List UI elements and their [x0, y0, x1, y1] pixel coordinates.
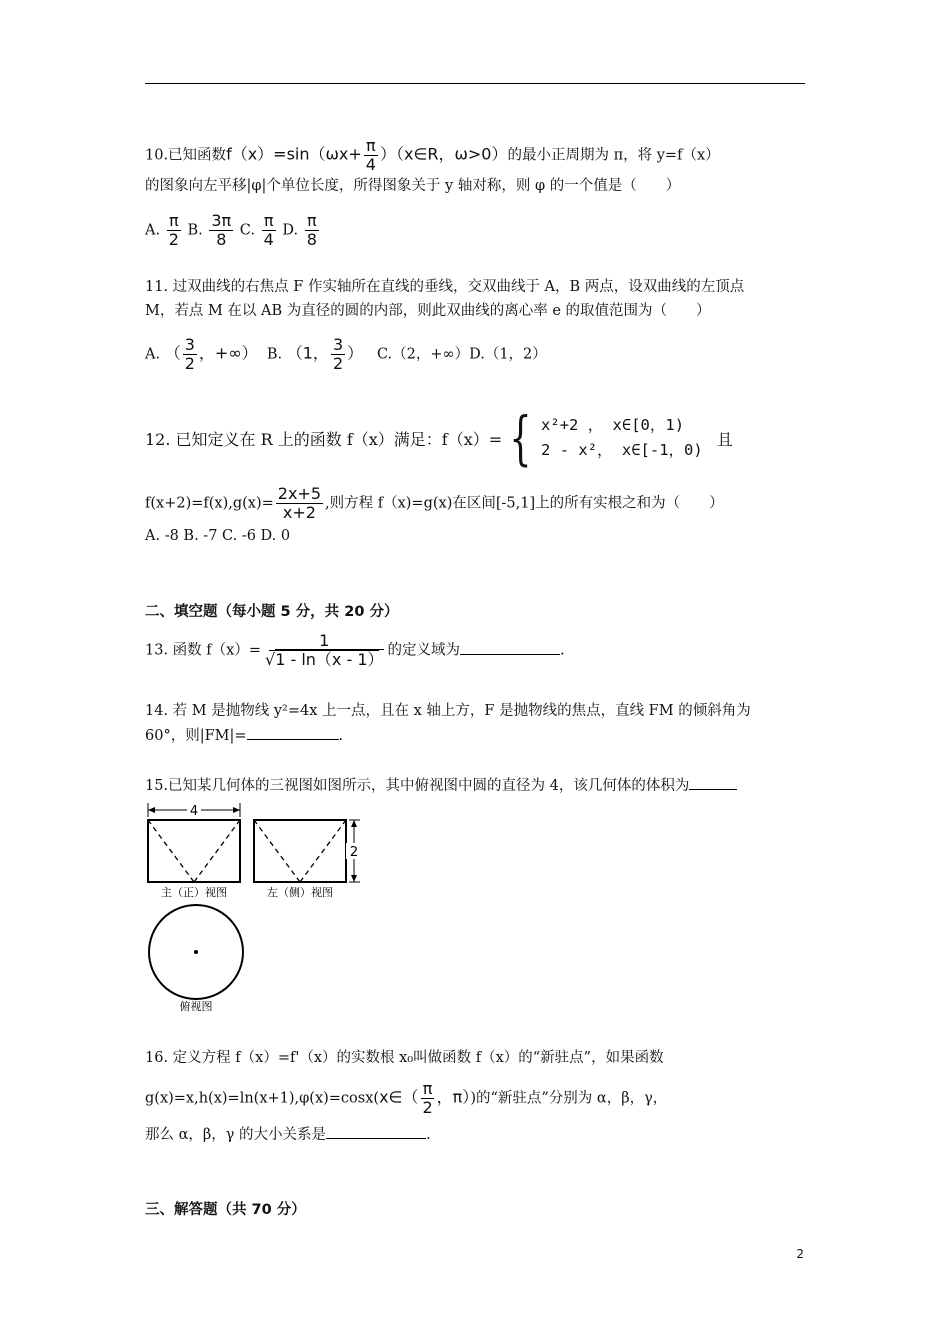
q11-option-c: C.（2，+∞）	[376, 346, 470, 363]
q11-line2: M，若点 M 在以 AB 为直径的圆的内部，则此双曲线的离心率 e 的取值范围为（ ）	[145, 303, 711, 319]
width-dimension	[148, 802, 240, 819]
q11-line1: 11. 过双曲线的右焦点 F 作实轴所在直线的垂线，交双曲线于 A，B 两点，设双曲线的左顶点	[145, 279, 745, 295]
q11-option-d: D.（1，2）	[469, 346, 547, 363]
q16-answer-blank[interactable]	[326, 1124, 426, 1139]
q12-options: A. -8 B. -7 C. -6 D. 0	[145, 528, 291, 544]
q11-options: A. （ $\frac{3}{2}$ ，+∞） B. （1， $\frac{3}{2}$ ） C.（2，+∞）D.（1，2）	[145, 335, 547, 373]
q16-fraction: $\frac{\pi}{2}$	[422, 1079, 433, 1117]
side-view-label: 左（侧）视图	[267, 886, 333, 899]
q15-answer-blank[interactable]	[689, 775, 737, 790]
q10-option-c: $\frac{\pi}{4}$	[263, 211, 274, 249]
side-view	[254, 820, 346, 899]
q11-option-a-label: A.	[145, 346, 161, 363]
q14-answer-blank[interactable]	[247, 725, 339, 740]
q10-number: 10.已知函数	[145, 147, 227, 164]
q10-condition: ）（x∈R，ω>0）	[379, 144, 508, 164]
q12-line2: f(x+2)=f(x),g(x)= $\frac{2x+5}{x+2}$ ,则方程 f（x)=g(x)在区间[-5,1]上的所有实根之和为（ ）	[145, 484, 724, 522]
q10-options	[145, 212, 321, 249]
q12-text: 12. 已知定义在 R 上的函数 f（x）满足：f（x）=	[145, 429, 503, 449]
section-3-heading: 三、解答题（共 70 分）	[145, 1202, 306, 1218]
q13-fraction: $\frac{1}{√1 - \ln(x - 1)}$	[264, 631, 384, 669]
q10-option-a: $\frac{\pi}{2}$	[168, 211, 179, 249]
top-view-label: 俯视图	[179, 1000, 213, 1013]
q14-line1: 14. 若 M 是抛物线 y²=4x 上一点，且在 x 轴上方，F 是抛物线的焦点，直线 FM 的倾斜角为	[145, 703, 751, 719]
q12-cases	[541, 413, 703, 463]
q10-option-d-label: D.	[282, 222, 299, 239]
q12-line1	[145, 404, 733, 472]
q13-answer-blank[interactable]	[460, 640, 560, 655]
dim-height-label: 2	[349, 845, 359, 860]
page-number: 2	[796, 1247, 804, 1261]
front-view	[148, 820, 240, 899]
q16-line3: 那么 α，β，γ 的大小关系是 .	[145, 1124, 431, 1145]
q16-line2: g(x)=x,h(x)=ln(x+1),φ(x)=cosx(x∈（ $\frac{\pi}{2}$ ，π）)的“新驻点”分别为 α，β，γ，	[145, 1079, 668, 1117]
q10-text: 的最小正周期为 π，将 y=f（x）	[507, 147, 720, 164]
q10-function: f（x）=sin（ωx+	[226, 144, 362, 164]
q12-case-2: 2 - x²， x∈[-1，0)	[541, 441, 703, 459]
height-dimension	[346, 820, 362, 882]
header-rule	[145, 83, 805, 84]
q16-line1: 16. 定义方程 f（x）=f'（x）的实数根 x₀叫做函数 f（x）的“新驻点”，如果函数	[145, 1050, 664, 1066]
q11-option-b-fraction: $\frac{3}{2}$	[332, 335, 344, 373]
q12-case-1: x²+2 ， x∈[0，1)	[541, 416, 685, 434]
q10-option-d: $\frac{\pi}{8}$	[306, 211, 317, 249]
q15-line1: 15.已知某几何体的三视图如图所示，其中俯视图中圆的直径为 4，该几何体的体积为	[145, 775, 737, 796]
q10-option-b-label: B.	[187, 222, 203, 239]
q10-option-b: $\frac{3\pi}{8}$	[211, 211, 232, 249]
q14-line2: 60°，则|FM|= .	[145, 725, 343, 746]
q10-line2: 的图象向左平移|φ|个单位长度，所得图象关于 y 轴对称，则 φ 的一个值是（ ）	[145, 178, 681, 194]
q11-option-a-fraction: $\frac{3}{2}$	[184, 335, 195, 373]
sqrt-symbol: √	[264, 650, 276, 669]
top-view	[149, 905, 243, 1013]
q12-g-fraction: $\frac{2x+5}{x+2}$	[277, 484, 322, 522]
q10-option-c-label: C.	[239, 222, 255, 239]
three-view-figure	[142, 800, 372, 1020]
dim-width-label: 4	[189, 804, 199, 819]
q13-line: 13. 函数 f（x）= $\frac{1}{√1 - \ln(x - 1)}$ 的定义域为 .	[145, 631, 565, 669]
q12-and: 且	[716, 429, 733, 449]
q10-fraction: $\frac{\pi}{4}$	[365, 136, 376, 174]
q10-line1	[145, 137, 720, 174]
front-view-label: 主（正）视图	[161, 886, 227, 899]
section-2-heading: 二、填空题（每小题 5 分，共 20 分）	[145, 604, 399, 620]
q12-brace: {	[509, 404, 532, 472]
q10-option-a-label: A.	[145, 222, 161, 239]
q11-option-b-label: B.	[266, 346, 283, 363]
